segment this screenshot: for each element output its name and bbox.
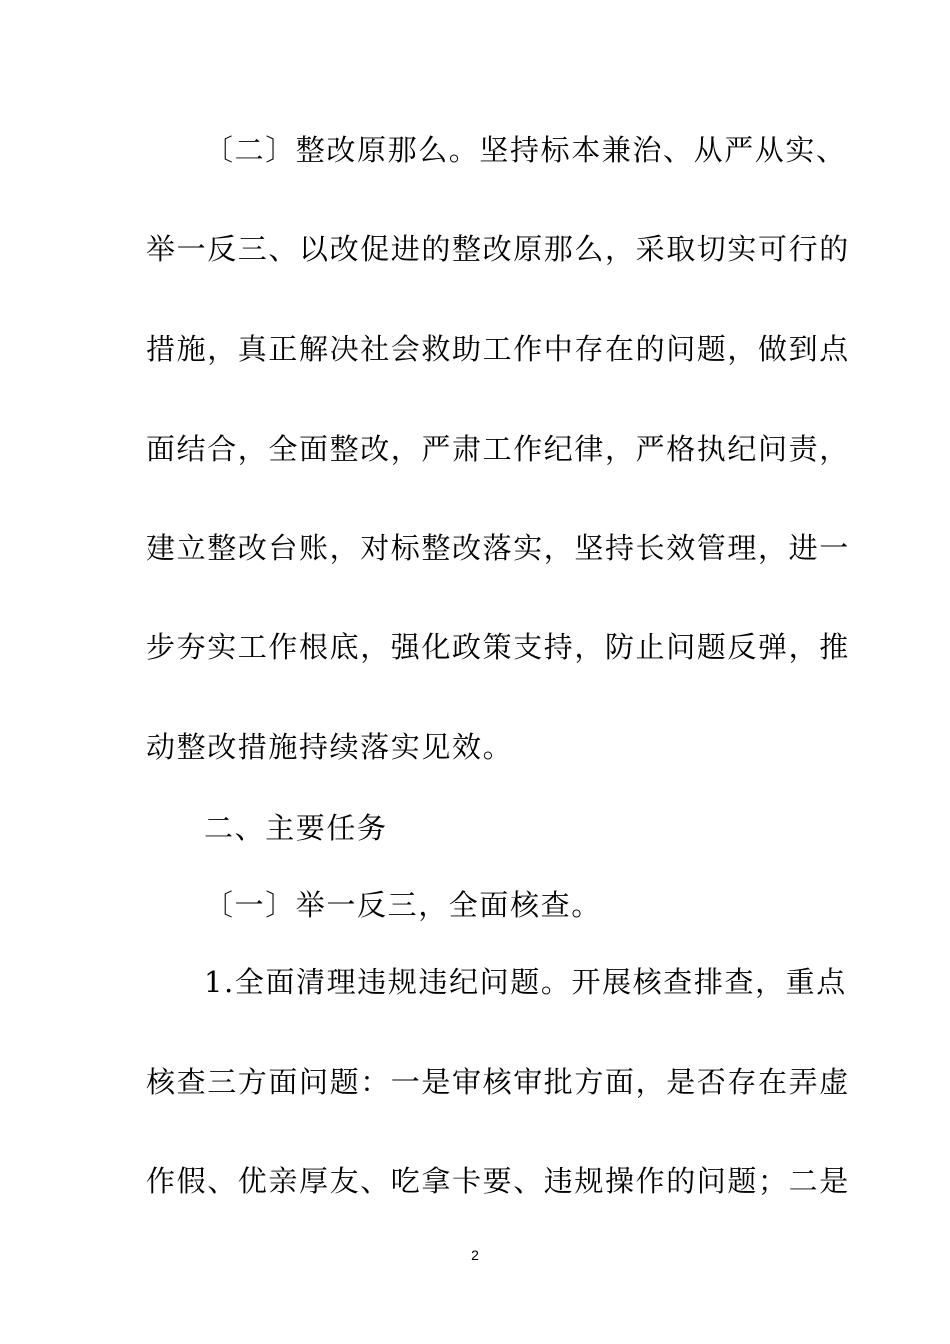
text-line: 作假、优亲厚友、吃拿卡要、违规操作的问题；二是 [146, 1164, 850, 1198]
text-line: 举一反三、以改促进的整改原那么，采取切实可行的 [146, 232, 850, 266]
text-line: 步夯实工作根底，强化政策支持，防止问题反弹，推 [146, 630, 850, 664]
text-line: 建立整改台账，对标整改落实，坚持长效管理，进一 [146, 531, 850, 565]
page-number: 2 [471, 1247, 479, 1263]
text-line: 动整改措施持续落实见效。 [146, 730, 514, 764]
text-line: 〔二〕整改原那么。坚持标本兼治、从严从实、 [204, 133, 847, 167]
text-line: 措施，真正解决社会救助工作中存在的问题，做到点 [146, 332, 850, 366]
text-line: 面结合，全面整改，严肃工作纪律，严格执纪问责， [146, 432, 850, 466]
section-heading: 二、主要任务 [204, 811, 388, 845]
subsection-heading: 〔一〕举一反三，全面核查。 [204, 888, 602, 922]
text-line: 核查三方面问题：一是审核审批方面，是否存在弄虚 [146, 1065, 850, 1099]
text-line: 1.全面清理违规违纪问题。开展核查排查，重点 [204, 965, 847, 999]
